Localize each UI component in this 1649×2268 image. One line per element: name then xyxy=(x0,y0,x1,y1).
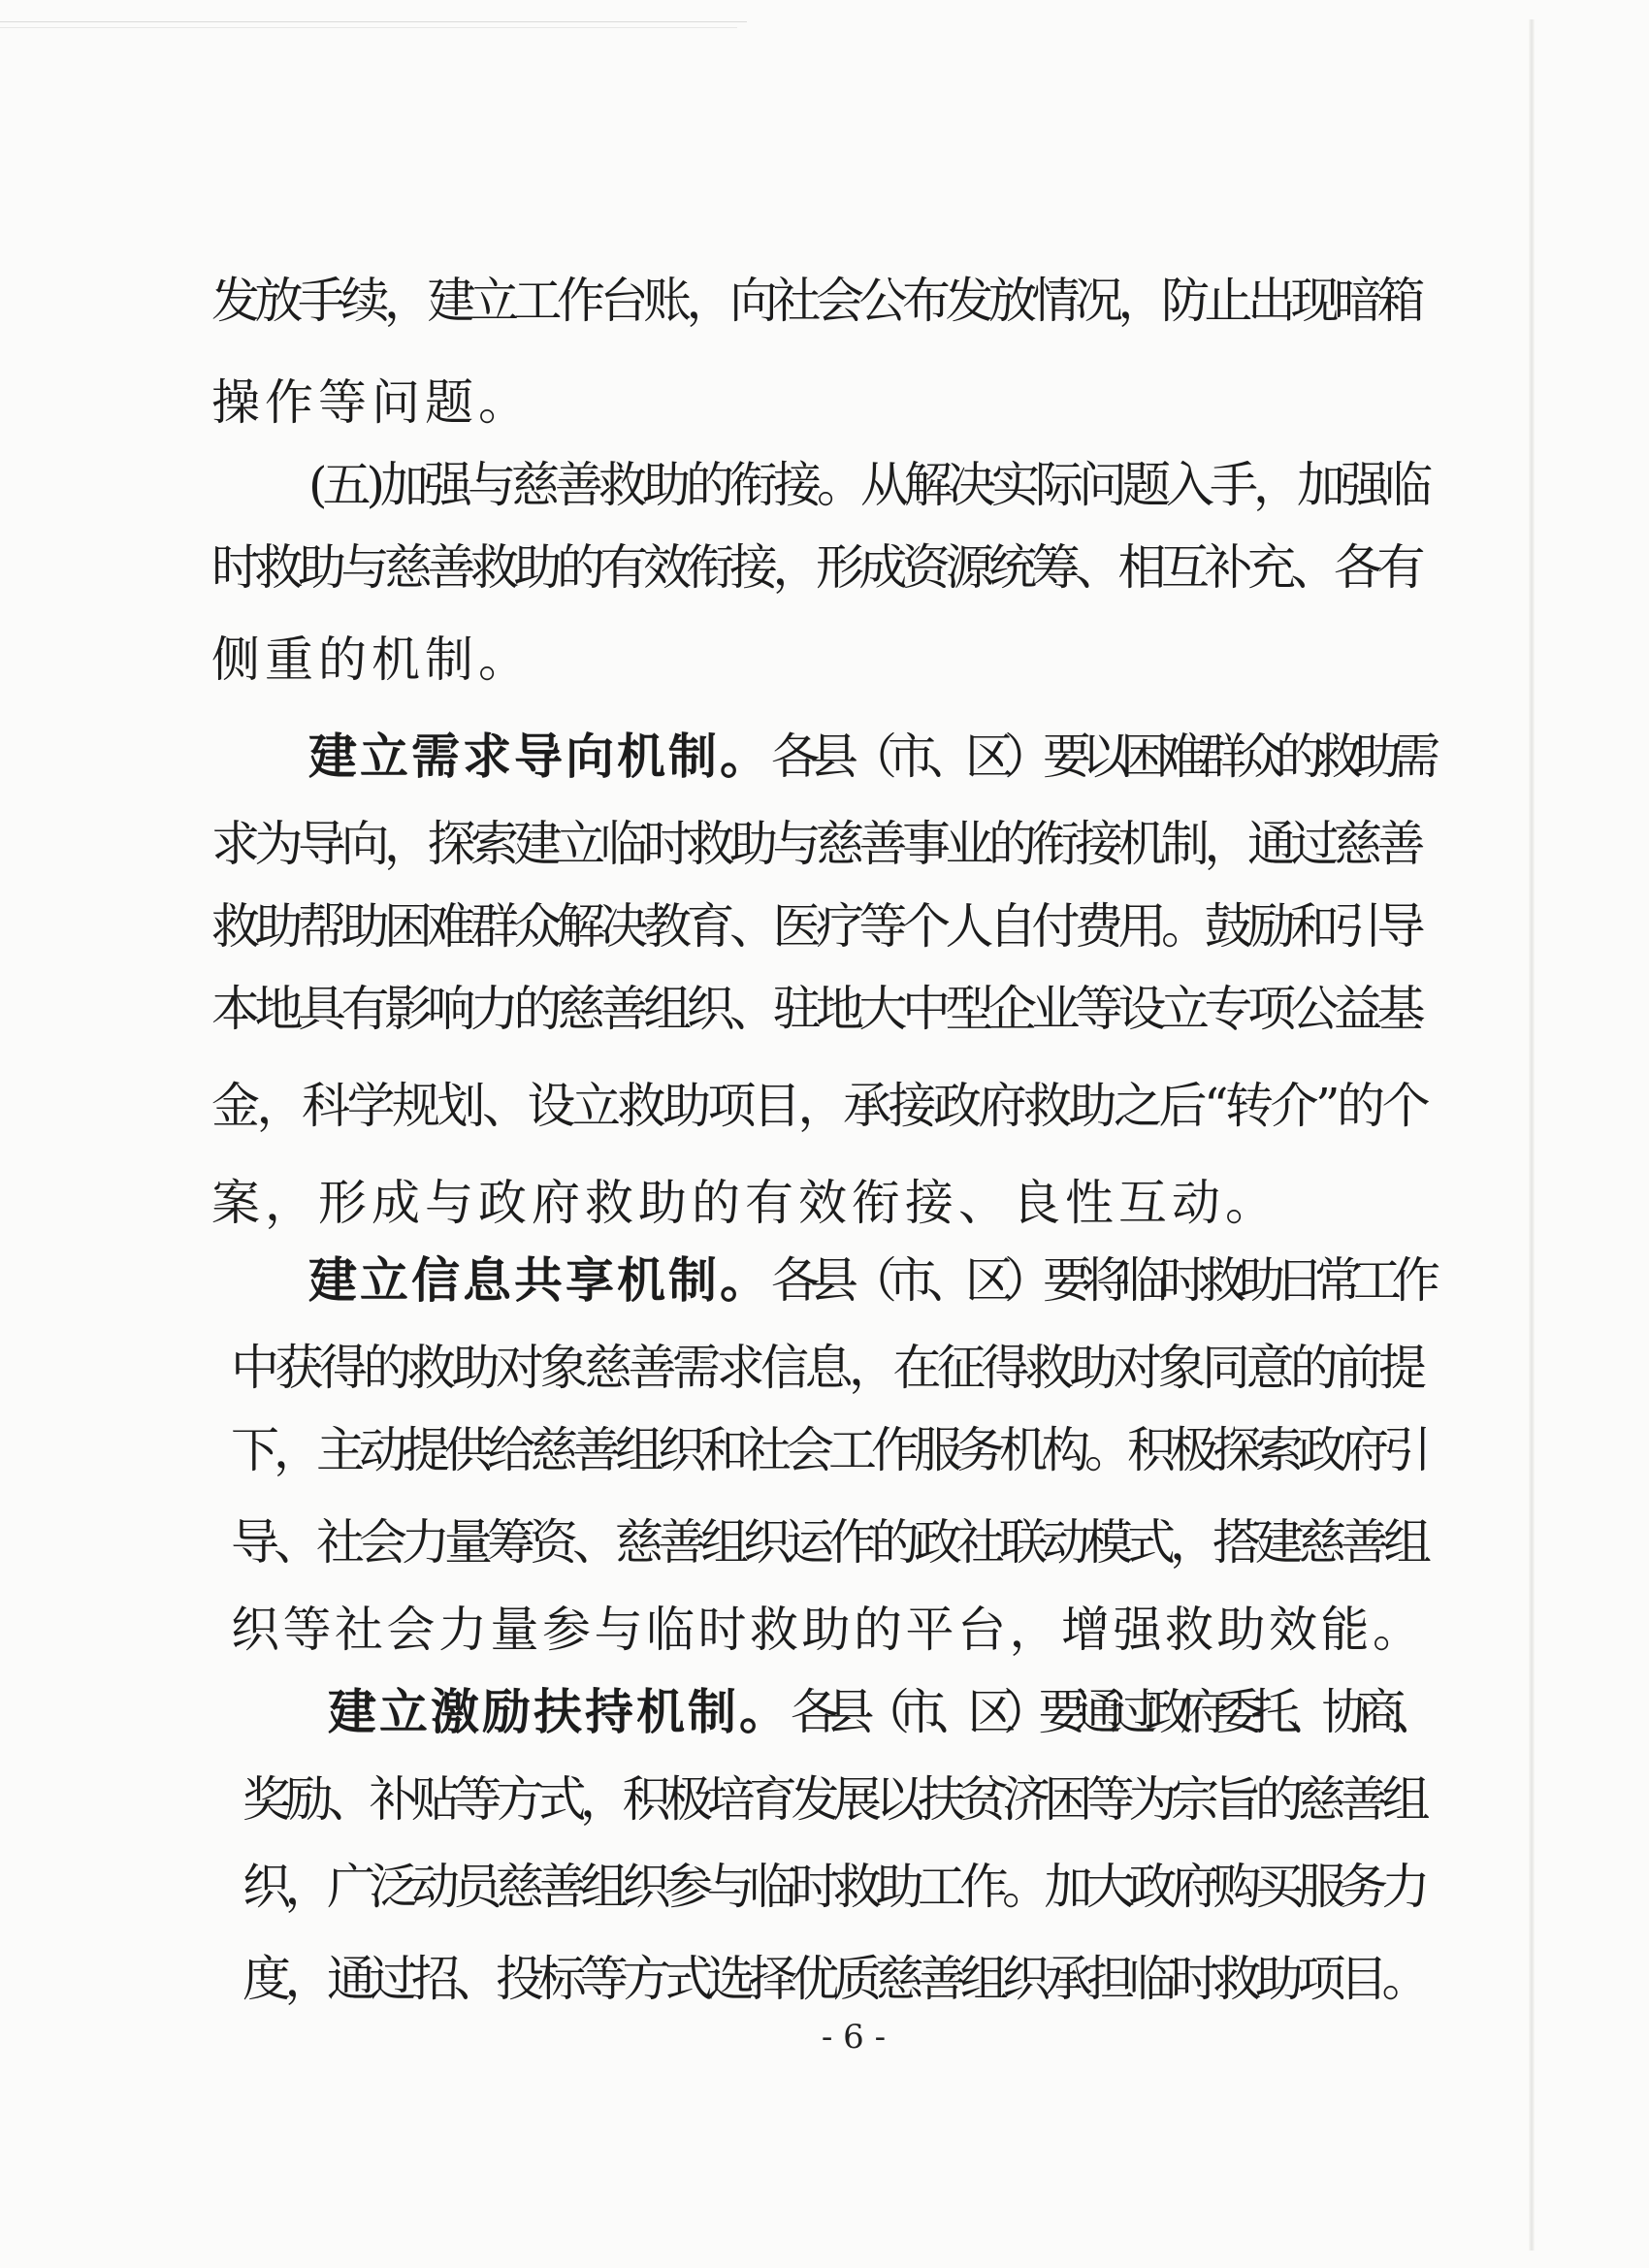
text-line: 奖励、补贴等方式，积极培育发展以扶贫济困等为宗旨的慈善组 xyxy=(242,1771,1424,1828)
text-line: 救助帮助困难群众解决教育、医疗等个人自付费用。鼓励和引导 xyxy=(211,898,1420,955)
text-line: 操作等问题。 xyxy=(211,374,532,431)
text-line: 中获得的救助对象慈善需求信息，在征得救助对象同意的前提 xyxy=(231,1340,1423,1396)
text-line: 求为导向，探索建立临时救助与慈善事业的衔接机制，通过慈善 xyxy=(211,816,1420,872)
text-line: 织，广泛动员慈善组织参与临时救助工作。加大政府购买服务力 xyxy=(242,1859,1424,1915)
section-heading-line: (五)加强与慈善救助的衔接。从解决实际问题入手，加强临 xyxy=(308,457,1429,513)
paragraph-heading: 建立信息共享机制。 xyxy=(308,1252,771,1309)
paragraph-heading: 建立激励扶持机制。 xyxy=(328,1684,791,1740)
text-line: 织等社会力量参与临时救助的平台，增强救助效能。 xyxy=(231,1602,1425,1658)
text-line: 时救助与慈善救助的有效衔接，形成资源统筹、相互补充、各有 xyxy=(211,539,1420,596)
page-number: - 6 - xyxy=(821,2018,887,2057)
text-line: 下，主动提供给慈善组织和社会工作服务机构。积极探索政府引 xyxy=(231,1422,1426,1478)
paragraph-first-line: 建立信息共享机制。各县（市、区）要将临时救助日常工作 xyxy=(308,1252,1431,1309)
text-line: 导、社会力量筹资、慈善组织运作的政社联动模式，搭建慈善组 xyxy=(231,1514,1426,1571)
text-line: 侧重的机制。 xyxy=(211,632,532,688)
text-line: 金，科学规划、设立救助项目，承接政府救助之后“转介”的个 xyxy=(211,1078,1428,1134)
paragraph-first-line: 建立激励扶持机制。各县（市、区）要通过政府委托、协商、 xyxy=(328,1684,1428,1740)
text-line: 案，形成与政府救助的有效衔接、良性互动。 xyxy=(211,1175,1278,1231)
text-line: 发放手续，建立工作台账，向社会公布发放情况，防止出现暗箱 xyxy=(211,273,1420,329)
paragraph-first-line: 建立需求导向机制。各县（市、区）要以困难群众的救助需 xyxy=(308,729,1431,785)
paragraph-heading: 建立需求导向机制。 xyxy=(308,729,771,785)
scan-fold-shadow xyxy=(1529,19,1535,2251)
text-line: 本地具有影响力的慈善组织、驻地大中型企业等设立专项公益基 xyxy=(211,981,1420,1037)
scan-edge-line xyxy=(0,21,747,22)
scan-edge-line xyxy=(0,27,737,28)
text-line: 度，通过招、投标等方式选择优质慈善组织承担临时救助项目。 xyxy=(242,1951,1424,2007)
